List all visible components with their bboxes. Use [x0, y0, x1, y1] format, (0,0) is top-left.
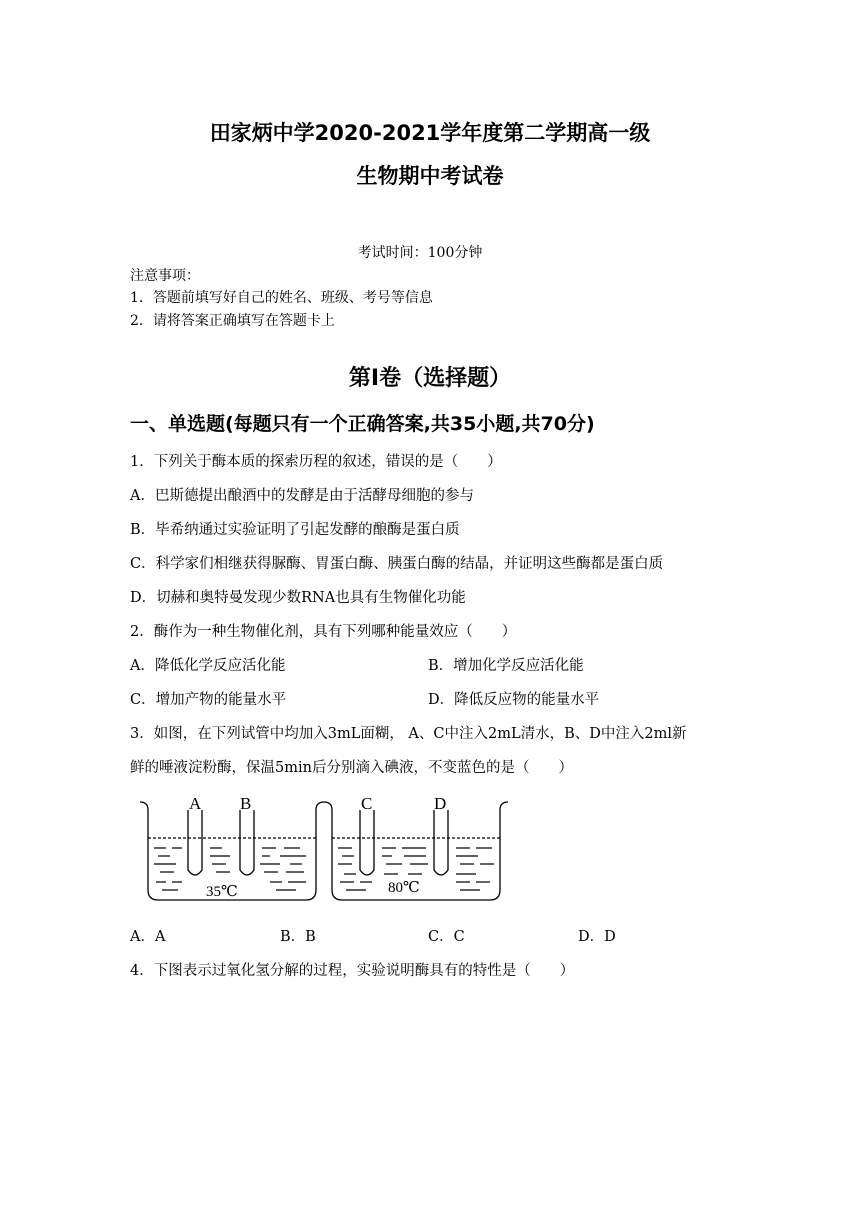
question-2-option-c: C．增加产物的能量水平 [130, 692, 287, 708]
exam-time: 考试时间：100分钟 [357, 245, 483, 261]
note-item: 1．答题前填写好自己的姓名、班级、考号等信息 [130, 290, 433, 306]
question-2-option-d: D．降低反应物的能量水平 [428, 692, 600, 708]
tube-label-b: B [240, 794, 252, 813]
question-4-stem: 4．下图表示过氧化氢分解的过程，实验说明酶具有的特性是（ ） [130, 963, 575, 979]
test-tube-b [240, 810, 254, 875]
question-2-option-a: A．降低化学反应活化能 [130, 658, 286, 674]
tube-label-c: C [361, 794, 373, 813]
question-3-stem-line1: 3．如图，在下列试管中均加入3mL面糊， A、C中注入2mL清水，B、D中注入2ml新 [130, 726, 687, 742]
note-item: 2．请将答案正确填写在答题卡上 [130, 313, 335, 329]
question-1-option-b: B．毕希纳通过实验证明了引起发酵的酿酶是蛋白质 [130, 522, 460, 538]
part-title: 第Ⅰ卷（选择题） [348, 366, 512, 391]
question-1-option-a: A．巴斯德提出酿酒中的发酵是由于活酵母细胞的参与 [130, 488, 474, 504]
question-3-option-a: A．A [130, 929, 166, 945]
question-1-stem: 1．下列关于酶本质的探索历程的叙述，错误的是（ ） [130, 454, 502, 470]
test-tube-c [360, 810, 374, 875]
bath-temp-right: 80℃ [388, 880, 420, 896]
question-3-option-d: D．D [578, 929, 616, 945]
notes-heading: 注意事项： [130, 268, 200, 284]
exam-title-line2: 生物期中考试卷 [356, 164, 504, 188]
exam-title-line1: 田家炳中学2020-2021学年度第二学期高一级 [209, 121, 651, 145]
tube-label-a: A [189, 794, 202, 813]
tube-label-d: D [434, 794, 447, 813]
question-2-stem: 2．酶作为一种生物催化剂，具有下列哪种能量效应（ ） [130, 624, 517, 640]
question-2-option-b: B．增加化学反应活化能 [428, 658, 584, 674]
question-3-option-b: B．B [280, 929, 316, 945]
question-3-stem-line2: 鲜的唾液淀粉酶，保温5min后分别滴入碘液，不变蓝色的是（ ） [130, 760, 573, 776]
question-3-option-c: C．C [428, 929, 465, 945]
question-1-option-d: D．切赫和奥特曼发现少数RNA也具有生物催化功能 [130, 590, 466, 606]
bath-temp-left: 35℃ [206, 884, 238, 900]
section-title: 一、单选题(每题只有一个正确答案,共35小题,共70分) [130, 413, 595, 435]
water-bath-test-tube-figure [130, 790, 510, 908]
question-1-option-c: C．科学家们相继获得脲酶、胃蛋白酶、胰蛋白酶的结晶，并证明这些酶都是蛋白质 [130, 556, 664, 572]
test-tube-d [434, 810, 448, 875]
test-tube-a [188, 810, 202, 875]
